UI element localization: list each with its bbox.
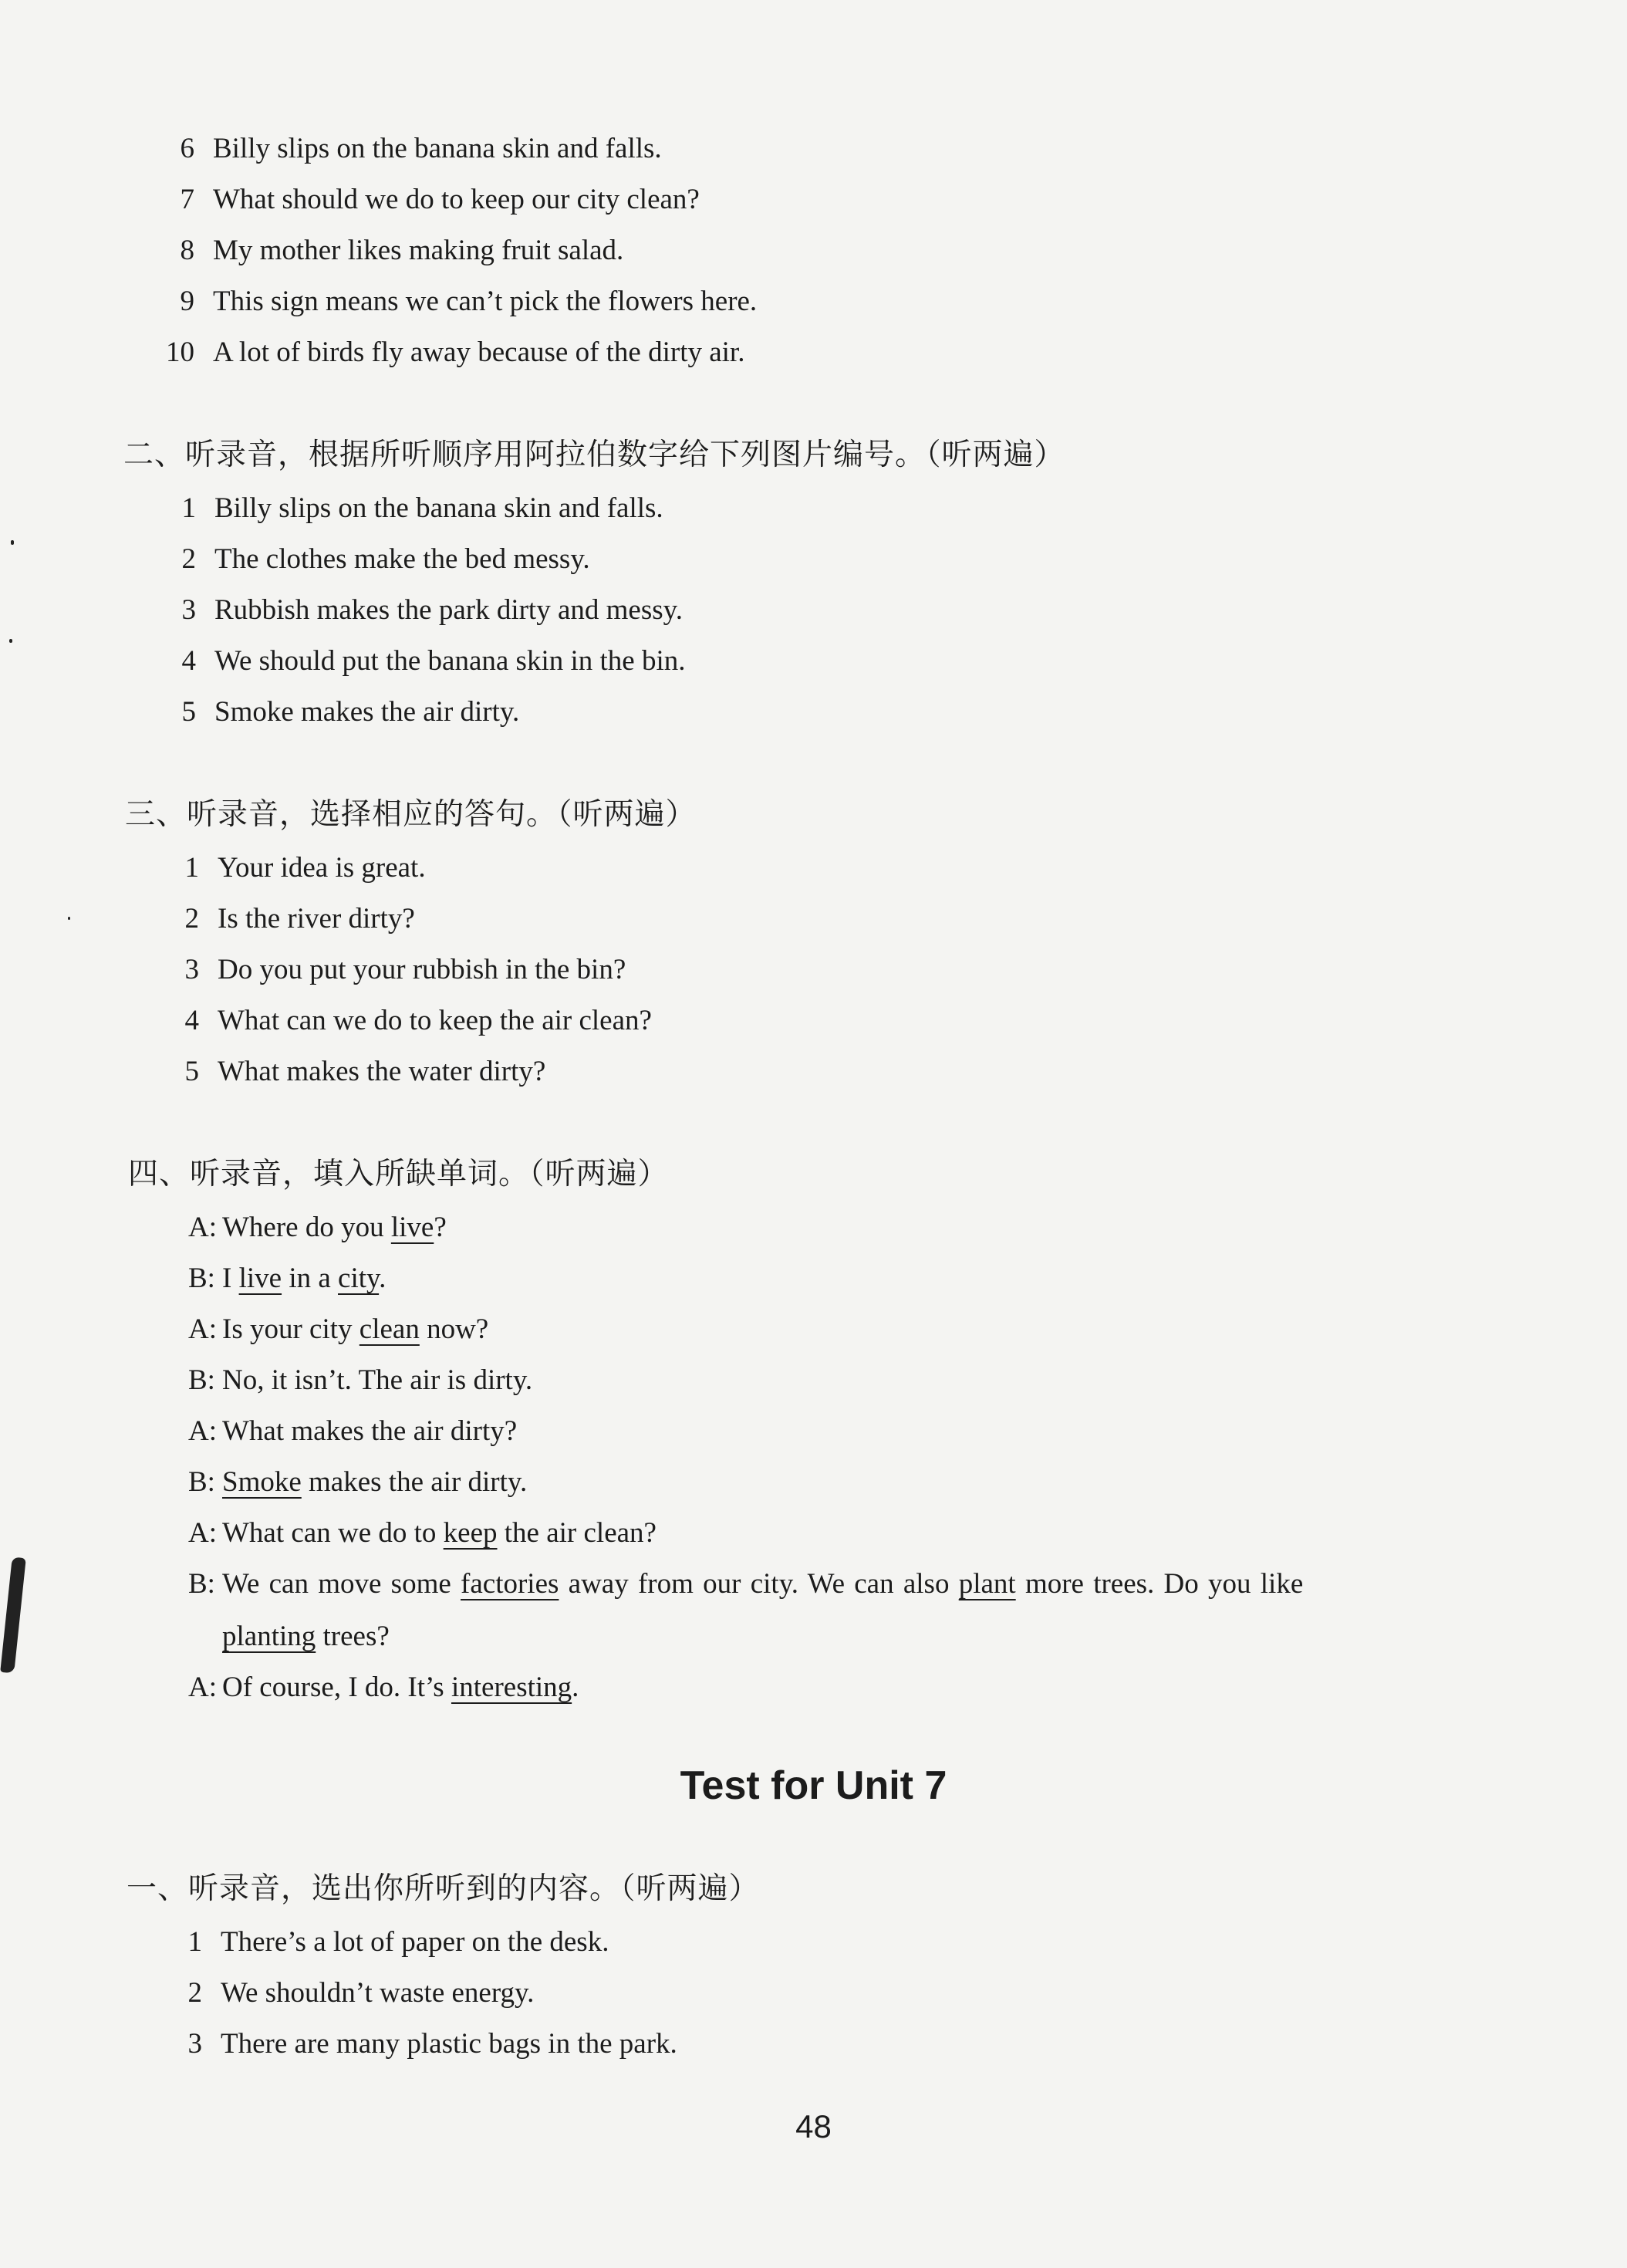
item-text: This sign means we can’t pick the flowers here. [213,286,758,317]
dialogue-line [188,1412,517,1451]
dialogue-text: in a [282,1262,339,1294]
speaker-label: A: [188,1212,217,1243]
scan-speck [11,540,14,545]
answer-word: live [390,1212,434,1243]
list-item [165,693,519,732]
dialogue-line [188,1514,657,1553]
item-number: 1 [187,1926,202,1958]
list-item [164,181,700,219]
list-item [168,951,626,989]
dialogue-text: away from our city. We can also [559,1568,959,1600]
dialogue-text: the air clean? [497,1517,657,1549]
item-text: Billy slips on the banana skin and falls. [213,133,662,164]
list-item [168,849,426,887]
list-item [171,2025,677,2064]
item-text: My mother likes making fruit salad. [213,235,624,266]
dialogue-text: . [379,1262,386,1294]
list-item [164,282,757,321]
dialogue-text: Is your city [222,1313,359,1345]
item-number: 4 [184,1005,199,1036]
list-item [171,1923,609,1962]
item-number: 1 [184,852,199,884]
scan-speck [9,639,12,643]
dialogue-line [188,1310,488,1349]
test-title: Test for Unit 7 [680,1763,947,1808]
list-item [165,489,663,528]
item-text: We shouldn’t waste energy. [221,1977,535,2009]
list-item [165,642,686,681]
item-number: 3 [187,2028,202,2060]
item-number: 9 [180,286,194,317]
dialogue-text: No, it isn’t. The air is dirty. [222,1364,533,1396]
item-text: There’s a lot of paper on the desk. [221,1926,609,1958]
scan-speck [68,917,70,920]
speaker-label: B: [188,1262,215,1294]
item-number: 10 [166,336,194,368]
item-text: Do you put your rubbish in the bin? [218,954,626,985]
list-item [164,130,662,168]
dialogue-line [188,1361,532,1400]
speaker-label: A: [188,1313,217,1345]
item-number: 4 [181,645,196,677]
speaker-label: B: [188,1364,215,1396]
item-text: There are many plastic bags in the park. [221,2028,677,2060]
page-number: 48 [795,2108,832,2145]
section-heading: 三、听录音，选择相应的答句。（听两遍） [125,797,697,832]
dialogue-line [188,1565,1303,1604]
dialogue-text: trees? [316,1621,390,1652]
item-text: What makes the water dirty? [218,1056,546,1087]
item-number: 8 [180,235,194,266]
dialogue-line [188,1463,527,1502]
speaker-label: B: [188,1466,215,1498]
dialogue-text: Where do you [222,1212,391,1243]
item-number: 5 [184,1056,199,1087]
dialogue-text: now? [419,1313,489,1345]
answer-word: interesting [451,1671,572,1703]
item-text: We should put the banana skin in the bin. [214,645,686,677]
answer-word: planting [222,1621,316,1652]
speaker-label: A: [188,1517,217,1549]
dialogue-line [188,1668,579,1707]
dialogue-text: What can we do to [222,1517,444,1549]
answer-word: live [238,1262,282,1294]
item-number: 2 [184,903,199,935]
dialogue-text: What makes the air dirty? [222,1415,518,1447]
item-text: What can we do to keep the air clean? [218,1005,652,1036]
item-text: The clothes make the bed messy. [214,543,590,575]
section-heading: 二、听录音，根据所听顺序用阿拉伯数字给下列图片编号。（听两遍） [123,438,1065,472]
answer-word: Smoke [222,1466,302,1498]
item-text: Smoke makes the air dirty. [214,696,520,728]
item-text: Is the river dirty? [218,903,415,935]
item-number: 2 [181,543,196,575]
list-item [168,1002,652,1040]
scan-edge-mark [0,1557,26,1673]
dialogue-text: Of course, I do. It’s [222,1671,451,1703]
item-number: 1 [181,492,196,524]
speaker-label: A: [188,1415,217,1447]
list-item [168,900,415,938]
item-number: 7 [180,184,194,215]
list-item [171,1974,534,2013]
item-text: Your idea is great. [218,852,426,884]
dialogue-text: ? [434,1212,447,1243]
answer-word: keep [443,1517,498,1549]
dialogue-text: I [222,1262,239,1294]
answer-word: factories [461,1568,559,1600]
dialogue-text: more trees. Do you like [1015,1568,1304,1600]
item-number: 2 [187,1977,202,2009]
dialogue-text: We can move some [222,1568,461,1600]
dialogue-line [188,1208,447,1247]
answer-word: plant [958,1568,1016,1600]
item-text: A lot of birds fly away because of the dirty air. [213,336,745,368]
dialogue-text: makes the air dirty. [301,1466,528,1498]
list-item [164,232,623,270]
answer-word: city [338,1262,380,1294]
item-text: Billy slips on the banana skin and falls. [214,492,663,524]
dialogue-line [188,1259,386,1298]
item-text: What should we do to keep our city clean? [213,184,700,215]
answer-word: clean [359,1313,420,1345]
list-item [168,1053,545,1091]
speaker-label: A: [188,1671,217,1703]
section-heading: 四、听录音，填入所缺单词。（听两遍） [128,1157,669,1191]
dialogue-text: . [572,1671,579,1703]
item-number: 3 [184,954,199,985]
speaker-label: B: [188,1568,215,1600]
item-number: 3 [181,594,196,626]
list-item [165,591,683,630]
list-item [164,333,744,372]
item-number: 5 [181,696,196,728]
dialogue-line [188,1617,390,1656]
item-text: Rubbish makes the park dirty and messy. [214,594,683,626]
list-item [165,540,590,579]
item-number: 6 [180,133,194,164]
section-heading: 一、听录音，选出你所听到的内容。（听两遍） [127,1871,760,1906]
